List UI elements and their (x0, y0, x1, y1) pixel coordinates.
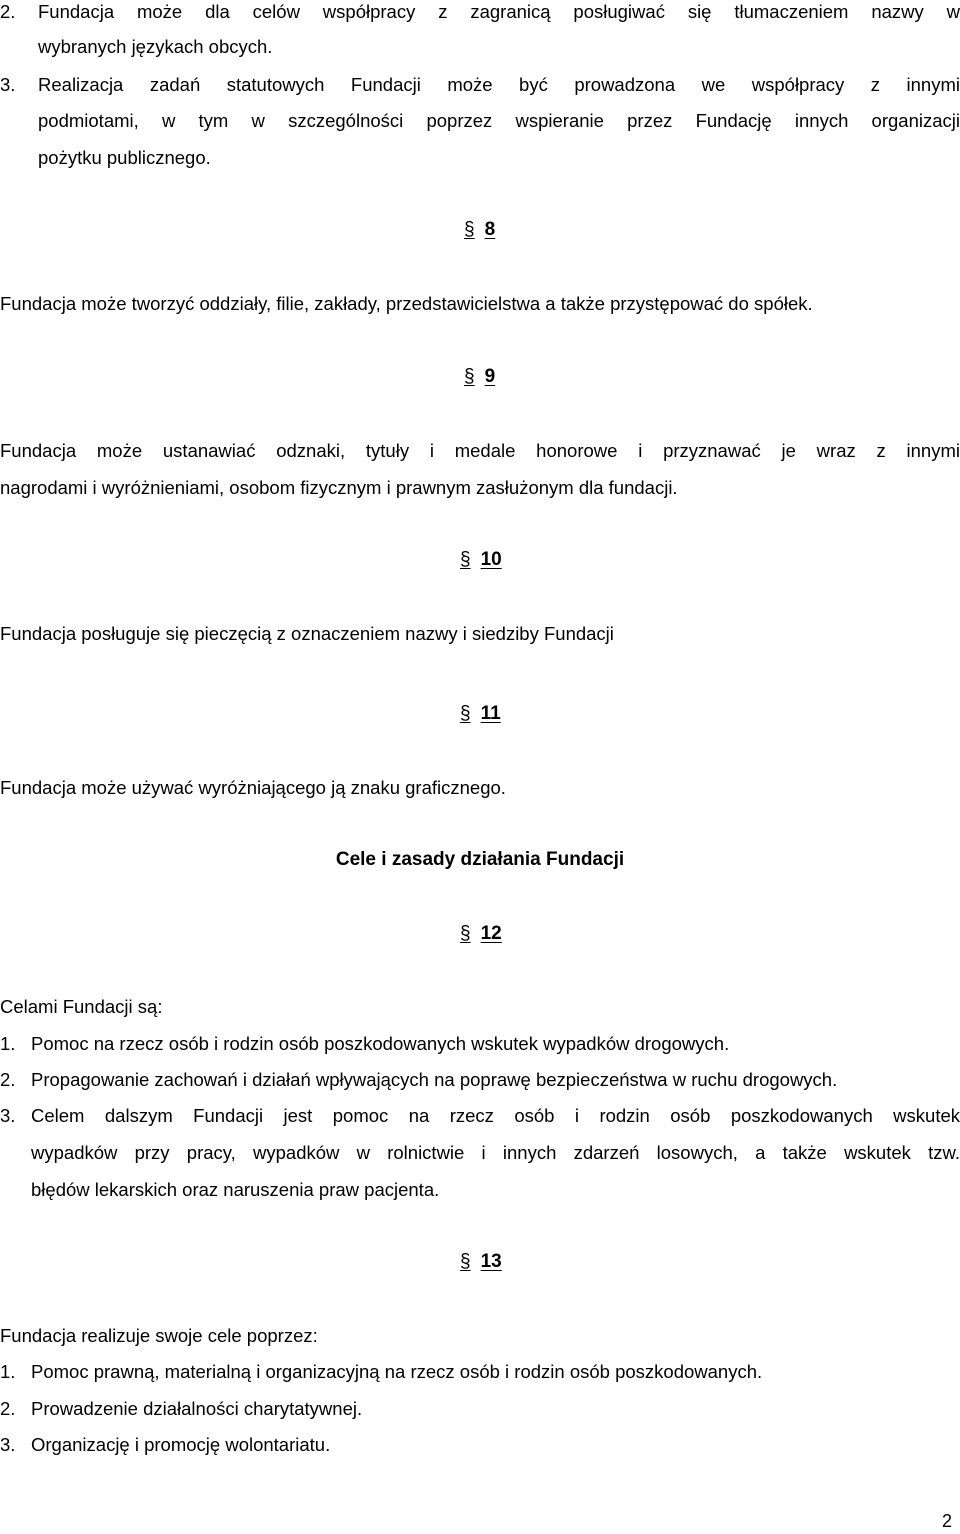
paragraph-line: Fundacja może ustanawiać odznaki, tytuły i medale honorowe i przyznawać je wraz z innymi (0, 440, 960, 461)
section-number: 10 (480, 549, 502, 570)
list-number: 2. (0, 1069, 16, 1090)
paragraph: Fundacja może używać wyróżniającego ją znaku graficznego. (0, 777, 506, 798)
list-item-text: błędów lekarskich oraz naruszenia praw pacjenta. (31, 1179, 440, 1200)
list-number: 3. (0, 1105, 16, 1126)
section-heading (460, 548, 502, 572)
section-heading (460, 922, 502, 946)
list-number: 2. (0, 1398, 16, 1419)
list-number: 1. (0, 1033, 16, 1054)
section-number: 13 (480, 1251, 502, 1272)
paragraph-line: Realizacja zadań statutowych Fundacji może być prowadzona we współpracy z innymi (38, 74, 960, 95)
page-number: 2 (941, 1511, 952, 1531)
section-number: 9 (484, 366, 496, 387)
list-number: 2. (0, 1, 16, 22)
paragraph-line: wybranych językach obcych. (38, 36, 273, 57)
list-intro: Celami Fundacji są: (0, 996, 163, 1017)
section-heading (460, 1250, 502, 1274)
section-symbol: § (464, 219, 475, 240)
list-item-text: Prowadzenie działalności charytatywnej. (31, 1398, 363, 1419)
chapter-heading: Cele i zasady działania Fundacji (335, 849, 625, 870)
list-item-text: Pomoc prawną, materialną i organizacyjną na rzecz osób i rodzin osób poszkodowanych. (31, 1361, 763, 1382)
section-symbol: § (460, 703, 471, 724)
section-number: 11 (480, 703, 501, 724)
paragraph-line: nagrodami i wyróżnieniami, osobom fizycznym i prawnym zasłużonym dla fundacji. (0, 477, 678, 498)
list-item-text: Pomoc na rzecz osób i rodzin osób poszkodowanych wskutek wypadków drogowych. (31, 1033, 730, 1054)
paragraph-line: pożytku publicznego. (38, 147, 211, 168)
paragraph-line: podmiotami, w tym w szczególności poprzez wspieranie przez Fundację innych organizacji (38, 110, 960, 131)
section-heading (464, 365, 495, 389)
paragraph: Fundacja posługuje się pieczęcią z oznaczeniem nazwy i siedziby Fundacji (0, 623, 614, 644)
list-number: 3. (0, 1434, 16, 1455)
paragraph-line: Fundacja może dla celów współpracy z zagranicą posługiwać się tłumaczeniem nazwy w (38, 1, 960, 22)
section-symbol: § (460, 549, 471, 570)
list-item-text: wypadków przy pracy, wypadków w rolnictwie i innych zdarzeń losowych, a także wskutek tzw. (31, 1142, 960, 1163)
section-heading (464, 218, 495, 242)
section-symbol: § (464, 366, 475, 387)
section-number: 12 (480, 923, 502, 944)
list-item-text: Celem dalszym Fundacji jest pomoc na rzecz osób i rodzin osób poszkodowanych wskutek (31, 1105, 960, 1126)
list-number: 3. (0, 74, 16, 95)
list-number: 1. (0, 1361, 16, 1382)
list-item-text: Organizację i promocję wolontariatu. (31, 1434, 331, 1455)
list-item-text: Propagowanie zachowań i działań wpływających na poprawę bezpieczeństwa w ruchu drogowych. (31, 1069, 838, 1090)
list-intro: Fundacja realizuje swoje cele poprzez: (0, 1325, 318, 1346)
section-heading (460, 702, 501, 726)
section-symbol: § (460, 1251, 471, 1272)
section-symbol: § (460, 923, 471, 944)
section-number: 8 (484, 219, 496, 240)
paragraph: Fundacja może tworzyć oddziały, filie, zakłady, przedstawicielstwa a także przystępować do spółek. (0, 293, 813, 314)
